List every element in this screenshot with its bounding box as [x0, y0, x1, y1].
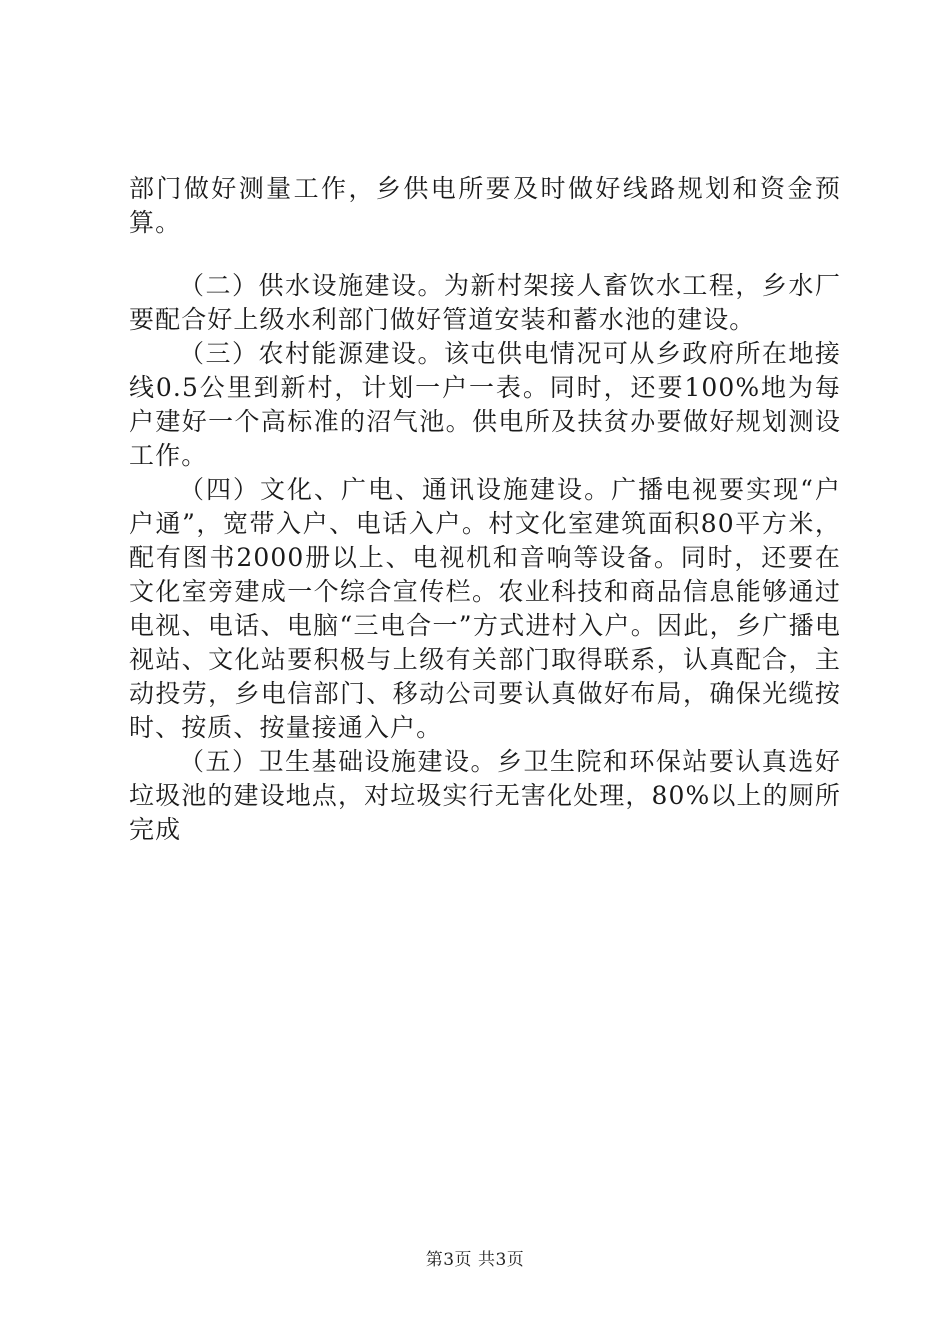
page-footer: 第3页 共3页: [425, 1250, 525, 1270]
document-body: [129, 172, 841, 847]
paragraph-sanitation: （五）卫生基础设施建设。乡卫生院和环保站要认真选好垃圾池的建设地点，对垃圾实行无害化处理，80%以上的厕所完成: [129, 747, 841, 844]
paragraph-water-supply: （二）供水设施建设。为新村架接人畜饮水工程，乡水厂要配合好上级水利部门做好管道安装和蓄水池的建设。: [129, 271, 841, 334]
paragraph-rural-energy: （三）农村能源建设。该屯供电情况可从乡政府所在地接线0.5公里到新村，计划一户一表。同时，还要100%地为每户建好一个高标准的沼气池。供电所及扶贫办要做好规划测设工作。: [129, 339, 841, 470]
paragraph-culture-broadcast-telecom: （四）文化、广电、通讯设施建设。广播电视要实现“户户通”，宽带入户、电话入户。村文化室建筑面积80平方米，配有图书2000册以上、电视机和音响等设备。同时，还要在文化室旁建成一个综合宣传栏。农业科技和商品信息能够通过电视、电话、电脑“三电合一”方式进村入户。因此，乡广播电视站、文化站要积极与上级有关部门取得联系，认真配合，主动投劳，乡电信部门、移动公司要认真做好布局，确保光缆按时、按质、按量接通入户。: [129, 475, 841, 742]
paragraph-continuation: 部门做好测量工作，乡供电所要及时做好线路规划和资金预算。: [129, 174, 841, 237]
